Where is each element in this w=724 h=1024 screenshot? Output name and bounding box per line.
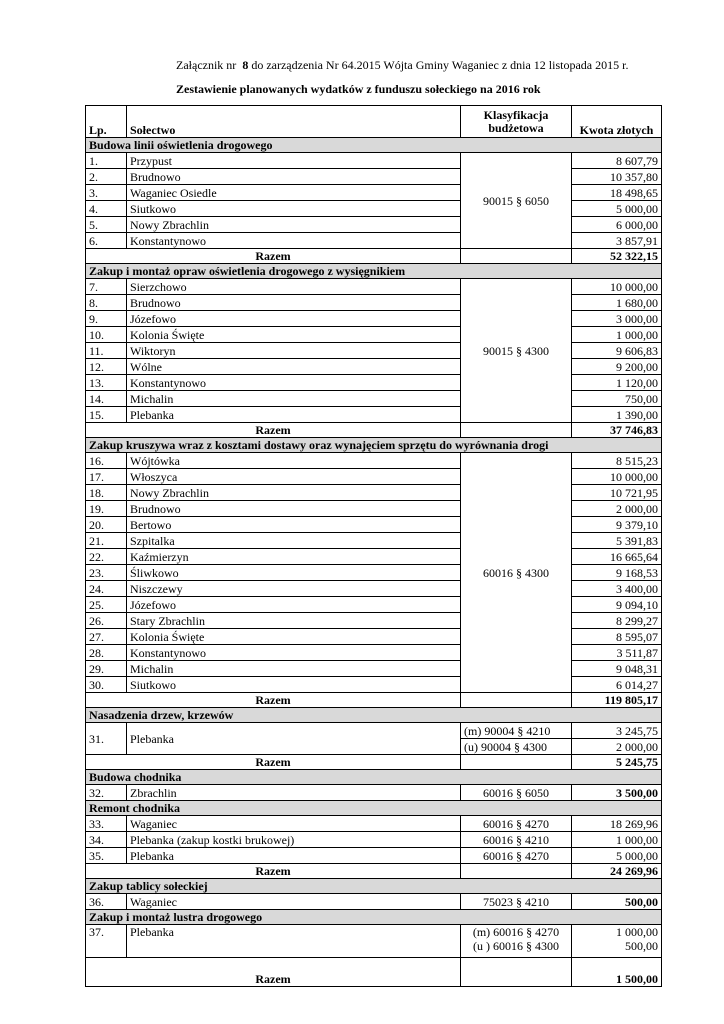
row-solectwo: Brudnowo [127, 295, 461, 311]
total-label: Razem [86, 864, 461, 879]
row-amount: 10 000,00 [572, 279, 662, 295]
attachment-header [176, 58, 724, 73]
row-amount: 9 606,83 [572, 343, 662, 359]
total-label: Razem [86, 755, 461, 770]
total-label: Razem [86, 423, 461, 438]
section-title: Zakup tablicy sołeckiej [86, 879, 662, 894]
header-suffix: do zarządzenia Nr 64.2015 Wójta Gminy Waganiec z dnia 12 listopada 2015 r. [251, 58, 629, 72]
row-amount: 1 390,00 [572, 407, 662, 423]
row-solectwo: Michalin [127, 391, 461, 407]
row-solectwo: Włoszyca [127, 469, 461, 485]
row-amount: 3 511,87 [572, 645, 662, 661]
row-amount: 750,00 [572, 391, 662, 407]
row-solectwo: Plebanka [127, 723, 461, 755]
table-row [86, 311, 662, 327]
row-amount: 18 498,65 [572, 185, 662, 201]
table-row [86, 816, 662, 832]
total-amount: 37 746,83 [572, 423, 662, 438]
row-solectwo: Niszczewy [127, 581, 461, 597]
row-lp: 13. [86, 375, 127, 391]
row-solectwo: Plebanka (zakup kostki brukowej) [127, 832, 461, 848]
row-lp: 22. [86, 549, 127, 565]
row-klasyfikacja: 60016 § 4270 [461, 848, 572, 864]
row-solectwo: Kolonia Święte [127, 629, 461, 645]
row-amount: 2 000,00 [572, 739, 662, 755]
section-title: Zakup i montaż opraw oświetlenia drogowego z wysięgnikiem [86, 264, 662, 279]
row-klasyfikacja: 75023 § 4210 [461, 894, 572, 910]
row-amount: 3 500,00 [572, 785, 662, 801]
row-lp: 9. [86, 311, 127, 327]
row-amount: 1 000,00 [572, 832, 662, 848]
row-klasyfikacja: (u) 90004 § 4300 [461, 739, 572, 755]
row-lp: 21. [86, 533, 127, 549]
total-amount: 24 269,96 [572, 864, 662, 879]
expenditure-table [85, 105, 662, 987]
row-solectwo: Sierzchowo [127, 279, 461, 295]
row-amount: 9 168,53 [572, 565, 662, 581]
total-amount: 52 322,15 [572, 249, 662, 264]
row-amount: 1 000,00 [572, 327, 662, 343]
row-klasyfikacja: 60016 § 6050 [461, 785, 572, 801]
row-amount: 9 200,00 [572, 359, 662, 375]
row-lp: 31. [86, 723, 127, 755]
row-solectwo: Szpitalka [127, 533, 461, 549]
row-lp: 8. [86, 295, 127, 311]
table-row [86, 407, 662, 423]
total-amount: 119 805,17 [572, 693, 662, 708]
table-row [86, 613, 662, 629]
row-solectwo: Józefowo [127, 311, 461, 327]
row-lp: 29. [86, 661, 127, 677]
amount-line-1: 1 000,00 [616, 925, 658, 939]
section-header-row [86, 438, 662, 453]
row-amount: 10 721,95 [572, 485, 662, 501]
row-klasyfikacja: (m) 90004 § 4210 [461, 723, 572, 739]
code-line-1: (m) 60016 § 4270 [472, 925, 560, 939]
row-amount: 8 607,79 [572, 153, 662, 169]
table-row [86, 153, 662, 169]
row-amount: 1 680,00 [572, 295, 662, 311]
row-solectwo: Waganiec [127, 816, 461, 832]
row-amount: 3 400,00 [572, 581, 662, 597]
header-solectwo: Sołectwo [127, 106, 461, 138]
row-amount: 3 245,75 [572, 723, 662, 739]
section-header-row [86, 708, 662, 723]
table-header-row [86, 106, 662, 138]
row-amount: 9 094,10 [572, 597, 662, 613]
header-kwota: Kwota złotych [572, 106, 662, 138]
row-solectwo: Konstantynowo [127, 233, 461, 249]
total-code-empty [461, 693, 572, 708]
row-lp: 18. [86, 485, 127, 501]
table-row [86, 295, 662, 311]
row-amount: 10 357,80 [572, 169, 662, 185]
total-label: Razem [86, 958, 461, 987]
row-solectwo: Bertowo [127, 517, 461, 533]
row-solectwo: Stary Zbrachlin [127, 613, 461, 629]
total-code-empty [461, 958, 572, 987]
row-amount: 6 014,27 [572, 677, 662, 693]
row-solectwo: Przypust [127, 153, 461, 169]
row-solectwo: Wójtówka [127, 453, 461, 469]
total-amount: 1 500,00 [572, 958, 662, 987]
table-row [86, 169, 662, 185]
table-row [86, 359, 662, 375]
row-amount: 5 000,00 [572, 848, 662, 864]
row-amount: 5 391,83 [572, 533, 662, 549]
row-lp: 17. [86, 469, 127, 485]
table-row [86, 217, 662, 233]
row-lp: 4. [86, 201, 127, 217]
header-prefix: Załącznik nr [176, 58, 237, 72]
row-solectwo: Plebanka [127, 407, 461, 423]
header-klasyfikacja: Klasyfikacja budżetowa [461, 106, 572, 138]
row-lp: 32. [86, 785, 127, 801]
row-lp: 30. [86, 677, 127, 693]
total-label: Razem [86, 693, 461, 708]
total-code-empty [461, 864, 572, 879]
table-row [86, 327, 662, 343]
total-row [86, 958, 662, 987]
table-row [86, 533, 662, 549]
row-lp: 10. [86, 327, 127, 343]
header-number: 8 [242, 58, 249, 72]
document-title: Zestawienie planowanych wydatków z funduszu sołeckiego na 2016 rok [176, 82, 541, 96]
table-row [86, 894, 662, 910]
row-amount: 9 379,10 [572, 517, 662, 533]
section-title: Budowa chodnika [86, 770, 662, 785]
row-lp: 15. [86, 407, 127, 423]
row-lp: 19. [86, 501, 127, 517]
section-title: Budowa linii oświetlenia drogowego [86, 138, 662, 153]
row-lp: 1. [86, 153, 127, 169]
row-solectwo: Waganiec Osiedle [127, 185, 461, 201]
row-solectwo: Waganiec [127, 894, 461, 910]
row-lp: 6. [86, 233, 127, 249]
total-row [86, 755, 662, 770]
row-solectwo: Wólne [127, 359, 461, 375]
row-amount: 1 120,00 [572, 375, 662, 391]
row-lp: 23. [86, 565, 127, 581]
total-row [86, 249, 662, 264]
section-header-row [86, 138, 662, 153]
row-lp: 5. [86, 217, 127, 233]
table-row [86, 501, 662, 517]
total-amount: 5 245,75 [572, 755, 662, 770]
table-row [86, 453, 662, 469]
row-lp: 11. [86, 343, 127, 359]
section-header-row [86, 264, 662, 279]
row-lp: 14. [86, 391, 127, 407]
row-lp: 26. [86, 613, 127, 629]
table-row [86, 832, 662, 848]
row-amount: 18 269,96 [572, 816, 662, 832]
section-title: Remont chodnika [86, 801, 662, 816]
row-amount: 10 000,00 [572, 469, 662, 485]
row-amount: 9 048,31 [572, 661, 662, 677]
row-lp: 3. [86, 185, 127, 201]
row-klasyfikacja: 90015 § 4300 [461, 279, 572, 423]
row-lp: 12. [86, 359, 127, 375]
section-title: Zakup i montaż lustra drogowego [86, 910, 662, 925]
table-row [86, 185, 662, 201]
row-lp: 20. [86, 517, 127, 533]
row-solectwo: Konstantynowo [127, 375, 461, 391]
row-lp: 25. [86, 597, 127, 613]
total-code-empty [461, 249, 572, 264]
row-lp: 35. [86, 848, 127, 864]
row-amount: 5 000,00 [572, 201, 662, 217]
row-lp: 27. [86, 629, 127, 645]
table-row [86, 645, 662, 661]
section-header-row [86, 770, 662, 785]
row-klasyfikacja: 90015 § 6050 [461, 153, 572, 249]
table-row [86, 677, 662, 693]
table-row [86, 581, 662, 597]
row-klasyfikacja [461, 925, 572, 958]
row-solectwo: Brudnowo [127, 169, 461, 185]
row-solectwo: Konstantynowo [127, 645, 461, 661]
row-amount: 16 665,64 [572, 549, 662, 565]
table-row [86, 723, 662, 739]
section-title: Zakup kruszywa wraz z kosztami dostawy oraz wynajęciem sprzętu do wyrównania drogi [86, 438, 662, 453]
table-row [86, 485, 662, 501]
table-row [86, 785, 662, 801]
row-lp: 24. [86, 581, 127, 597]
table-row [86, 279, 662, 295]
row-amount: 500,00 [572, 894, 662, 910]
total-row [86, 423, 662, 438]
row-amount: 8 595,07 [572, 629, 662, 645]
row-solectwo: Plebanka [127, 925, 461, 958]
header-lp: Lp. [86, 106, 127, 138]
table-row [86, 925, 662, 958]
row-amount: 3 857,91 [572, 233, 662, 249]
section-header-row [86, 801, 662, 816]
row-solectwo: Kolonia Święte [127, 327, 461, 343]
table-row [86, 517, 662, 533]
table-row [86, 343, 662, 359]
row-solectwo: Brudnowo [127, 501, 461, 517]
row-amount [572, 925, 662, 958]
table-row [86, 565, 662, 581]
code-line-2: (u ) 60016 § 4300 [473, 939, 559, 953]
table-row [86, 549, 662, 565]
total-row [86, 864, 662, 879]
row-solectwo: Michalin [127, 661, 461, 677]
row-amount: 8 299,27 [572, 613, 662, 629]
total-code-empty [461, 755, 572, 770]
table-row [86, 375, 662, 391]
row-lp: 37. [86, 925, 127, 958]
row-solectwo: Nowy Zbrachlin [127, 485, 461, 501]
table-row [86, 629, 662, 645]
section-title: Nasadzenia drzew, krzewów [86, 708, 662, 723]
row-klasyfikacja: 60016 § 4300 [461, 453, 572, 693]
row-solectwo: Kaźmierzyn [127, 549, 461, 565]
row-solectwo: Siutkowo [127, 201, 461, 217]
row-klasyfikacja: 60016 § 4210 [461, 832, 572, 848]
table-row [86, 391, 662, 407]
row-amount: 3 000,00 [572, 311, 662, 327]
section-header-row [86, 879, 662, 894]
row-amount: 2 000,00 [572, 501, 662, 517]
row-solectwo: Siutkowo [127, 677, 461, 693]
total-label: Razem [86, 249, 461, 264]
row-solectwo: Wiktoryn [127, 343, 461, 359]
row-lp: 36. [86, 894, 127, 910]
amount-line-2: 500,00 [625, 939, 658, 953]
row-amount: 8 515,23 [572, 453, 662, 469]
table-row [86, 233, 662, 249]
table-row [86, 848, 662, 864]
row-lp: 34. [86, 832, 127, 848]
row-klasyfikacja: 60016 § 4270 [461, 816, 572, 832]
row-lp: 7. [86, 279, 127, 295]
table-row [86, 201, 662, 217]
total-code-empty [461, 423, 572, 438]
row-solectwo: Nowy Zbrachlin [127, 217, 461, 233]
table-row [86, 597, 662, 613]
row-solectwo: Śliwkowo [127, 565, 461, 581]
row-lp: 2. [86, 169, 127, 185]
total-row [86, 693, 662, 708]
table-row [86, 469, 662, 485]
row-solectwo: Plebanka [127, 848, 461, 864]
table-row [86, 661, 662, 677]
row-lp: 28. [86, 645, 127, 661]
row-lp: 33. [86, 816, 127, 832]
row-solectwo: Józefowo [127, 597, 461, 613]
row-lp: 16. [86, 453, 127, 469]
section-header-row [86, 910, 662, 925]
row-solectwo: Zbrachlin [127, 785, 461, 801]
row-amount: 6 000,00 [572, 217, 662, 233]
